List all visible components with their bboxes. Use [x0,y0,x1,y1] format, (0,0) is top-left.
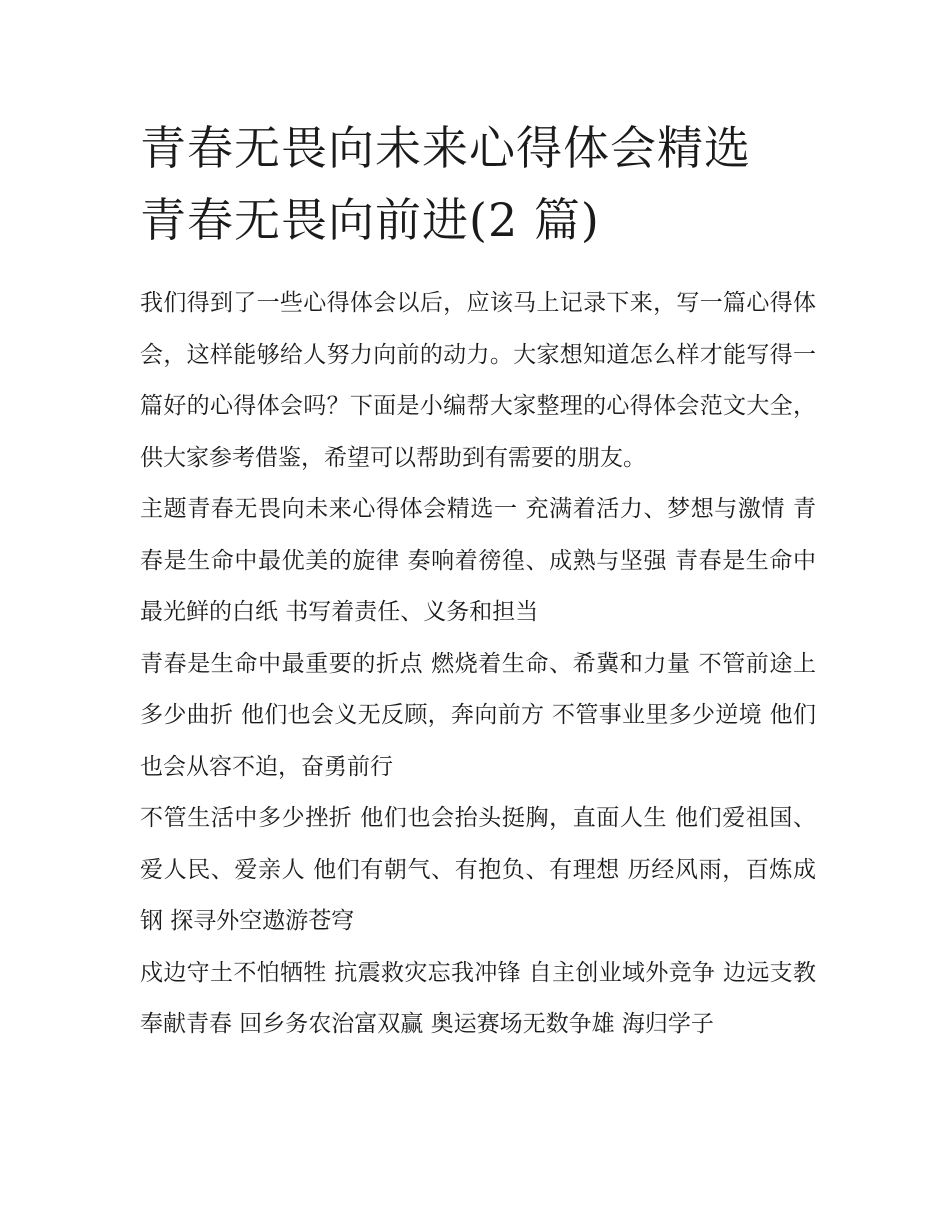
paragraph: 戍边守土不怕牺牲 抗震救灾忘我冲锋 自主创业域外竞争 边远支教奉献青春 回乡务农治富双赢 奥运赛场无数争雄 海归学子 [140,959,816,1037]
paragraph: 青春是生命中最重要的折点 燃烧着生命、希冀和力量 不管前途上多少曲折 他们也会义无反顾，奔向前方 不管事业里多少逆境 他们也会从容不迫，奋勇前行 [140,650,816,780]
document-body [140,278,816,1051]
paragraph-intro: 我们得到了一些心得体会以后，应该马上记录下来，写一篇心得体会，这样能够给人努力向前的动力。大家想知道怎么样才能写得一篇好的心得体会吗？下面是小编帮大家整理的心得体会范文大全，供大家参考借鉴，希望可以帮助到有需要的朋友。 [140,290,816,471]
document-title [140,112,840,256]
paragraph: 不管生活中多少挫折 他们也会抬头挺胸，直面人生 他们爱祖国、爱人民、爱亲人 他们有朝气、有抱负、有理想 历经风雨，百炼成钢 探寻外空遨游苍穹 [140,805,816,934]
title-line-1: 青春无畏向未来心得体会精选 [140,121,751,175]
title-line-2: 青春无畏向前进(2 篇) [140,193,600,247]
paragraph: 主题青春无畏向未来心得体会精选一 充满着活力、梦想与激情 青春是生命中最优美的旋律 奏响着徬徨、成熟与坚强 青春是生命中最光鲜的白纸 书写着责任、义务和担当 [140,496,816,625]
